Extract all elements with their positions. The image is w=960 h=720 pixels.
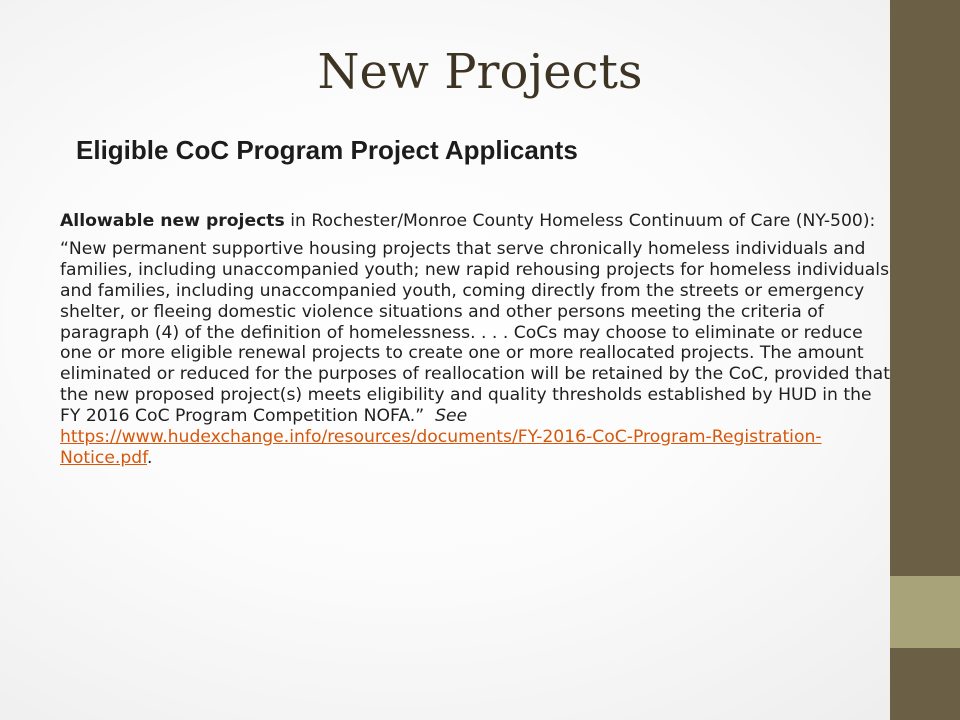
quote-paragraph	[60, 239, 892, 469]
intro-bold-lead: Allowable new projects	[60, 211, 285, 231]
intro-text: in Rochester/Monroe County Homeless Continuum of Care (NY-500):	[284, 211, 876, 231]
slide-title: New Projects	[317, 44, 643, 100]
slide-body	[60, 211, 892, 476]
notice-link[interactable]: https://www.hudexchange.info/resources/documents/FY-2016-CoC-Program-Registration-Notice.pdf	[60, 427, 822, 468]
intro-paragraph	[60, 211, 892, 232]
slide-subtitle: Eligible CoC Program Project Applicants	[76, 135, 578, 165]
quote-text: “New permanent supportive housing projects that serve chronically homeless individuals and families, including unaccompanied youth; new rapid rehousing projects for homeless individuals and families, including unaccompanied youth, coming directly from the streets or emergency shelter, or fleeing domestic violence situations and other persons meeting the criteria of paragraph (4) of the definition of homelessness. . . . CoCs may choose to eliminate or reduce one or more eligible renewal projects to create one or more reallocated projects. The amount eliminated or reduced for the purposes of reallocation will be retained by the CoC, provided that the new proposed project(s) meets eligibility and quality thresholds established by HUD in the FY 2016 CoC Program Competition NOFA.”	[60, 238, 890, 427]
quote-trailing-period: .	[147, 447, 153, 468]
see-label: See	[435, 406, 468, 427]
decorative-sidebar-accent	[890, 576, 960, 648]
